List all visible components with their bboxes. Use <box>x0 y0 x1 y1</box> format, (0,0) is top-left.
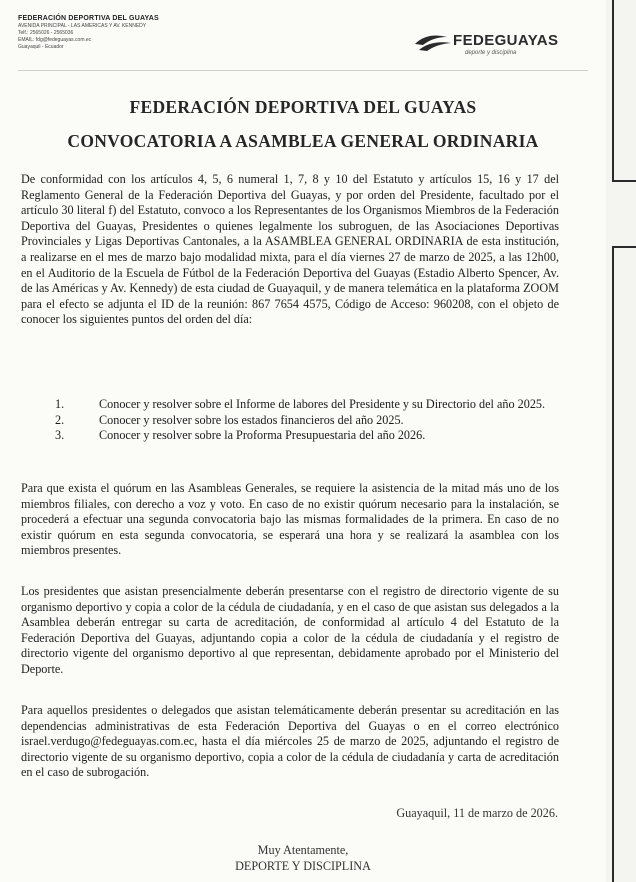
letterhead-phone-line: Telf.: 2565026 - 2565036 <box>18 30 74 36</box>
adjacent-page-border <box>612 246 636 248</box>
document-title-convocatoria: CONVOCATORIA A ASAMBLEA GENERAL ORDINARIA <box>67 131 539 151</box>
agenda-item <box>21 413 559 429</box>
logo-tagline: deporte y disciplina <box>465 50 517 56</box>
paragraph-quorum: Para que exista el quórum en las Asambleas Generales, se requiere la asistencia de la mitad más uno de los miembros filiales, con derecho a voz y voto. En caso de no existir quórum necesario para la instalación, se procederá a efectuar una segunda convocatoria bajo las mismas formalidades de la primera. En caso de no existir quórum en esta segunda convocatoria, se esperará una hora y se realizará la asamblea con los miembros presentes. <box>21 481 559 558</box>
letterhead-email-line: EMAIL: fdg@fedeguayas.com.ec <box>18 37 92 43</box>
letterhead-city-line: Guayaquil - Ecuador <box>18 44 64 50</box>
closing-motto: DEPORTE Y DISCIPLINA <box>235 859 371 873</box>
place-and-date: Guayaquil, 11 de marzo de 2026. <box>396 806 558 820</box>
agenda-item-text: Conocer y resolver sobre los estados financieros del año 2025. <box>99 412 404 427</box>
fedeguayas-logo-icon <box>413 28 453 58</box>
letterhead <box>18 14 588 74</box>
letterhead-address-line: AVENIDA PRINCIPAL - LAS AMERICAS Y AV. KENNEDY <box>18 23 147 29</box>
document-title-org: FEDERACIÓN DEPORTIVA DEL GUAYAS <box>129 97 477 117</box>
agenda-list <box>21 397 559 444</box>
agenda-item <box>21 397 559 413</box>
agenda-item-text: Conocer y resolver sobre la Proforma Presupuestaria del año 2026. <box>99 428 426 443</box>
closing-salutation: Muy Atentamente, <box>257 843 349 857</box>
fedeguayas-logo <box>413 26 588 62</box>
paragraph-convocation: De conformidad con los artículos 4, 5, 6 numeral 1, 7, 8 y 10 del Estatuto y artículos 15, 16 y 17 del Reglamento General de la Federación Deportiva del Guayas, y por orden del Presidente, facultado por el artículo 30 literal f) del Estatuto, convoco a los Representantes de los Organismos Miembros de la Federación Deportiva del Guayas, Presidentes o quienes legalmente los subroguen, de las Asociaciones Deportivas Provinciales y Ligas Deportivas Cantonales, a la ASAMBLEA GENERAL ORDINARIA de esta institución, a realizarse en el mes de marzo bajo modalidad mixta, para el día viernes 27 de marzo de 2025, a las 12h00, en el Auditorio de la Escuela de Fútbol de la Federación Deportiva del Guayas (Estadio Alberto Spencer, Av. de las Américas y Av. Kennedy) de esta ciudad de Guayaquil, y de manera telemática en la plataforma ZOOM para el efecto se adjunta el ID de la reunión: 867 7654 4575, Código de Acceso: 960208, con el objeto de conocer los siguientes puntos del orden del día: <box>21 172 559 327</box>
agenda-item-number: 2. <box>55 412 65 427</box>
agenda-item <box>21 428 559 444</box>
adjacent-page-edge <box>606 0 636 882</box>
logo-wordmark: FEDEGUAYAS <box>453 32 559 49</box>
agenda-item-number: 3. <box>55 428 65 443</box>
letterhead-org-name: FEDERACIÓN DEPORTIVA DEL GUAYAS <box>18 15 159 22</box>
letterhead-address-block <box>18 14 298 51</box>
agenda-item-number: 1. <box>55 397 65 411</box>
paragraph-telematic-attendance: Para aquellos presidentes o delegados que asistan telemáticamente deberán presentar su acreditación en las dependencias administrativas de esta Federación Deportiva del Guayas o en el correo electrónico israel.verdugo@fedeguayas.com.ec, hasta el día miércoles 25 de marzo de 2025, adjuntando el registro de directorio vigente de su organismo deportivo, copia a color de la cédula de ciudadanía y carta de acreditación en el caso de subrogación. <box>21 703 559 780</box>
letterhead-divider <box>18 70 588 71</box>
paragraph-in-person-attendance: Los presidentes que asistan presencialmente deberán presentarse con el registro de directorio vigente de su organismo deportivo y copia a color de la cédula de ciudadanía, y en el caso de que asistan sus delegados a la Asamblea deberán entregar su carta de acreditación, de conformidad al artículo 4 del Estatuto de la Federación Deportiva del Guayas, adjuntando copia a color de la cédula de ciudadanía y el registro de directorio vigente del organismo deportivo al que representan, debidamente aprobado por el Ministerio del Deporte. <box>21 584 559 676</box>
adjacent-page-border <box>612 246 614 882</box>
adjacent-page-border <box>612 0 614 180</box>
adjacent-page-border <box>612 180 636 182</box>
agenda-item-text: Conocer y resolver sobre el Informe de labores del Presidente y su Directorio del año 2025. <box>99 397 546 411</box>
